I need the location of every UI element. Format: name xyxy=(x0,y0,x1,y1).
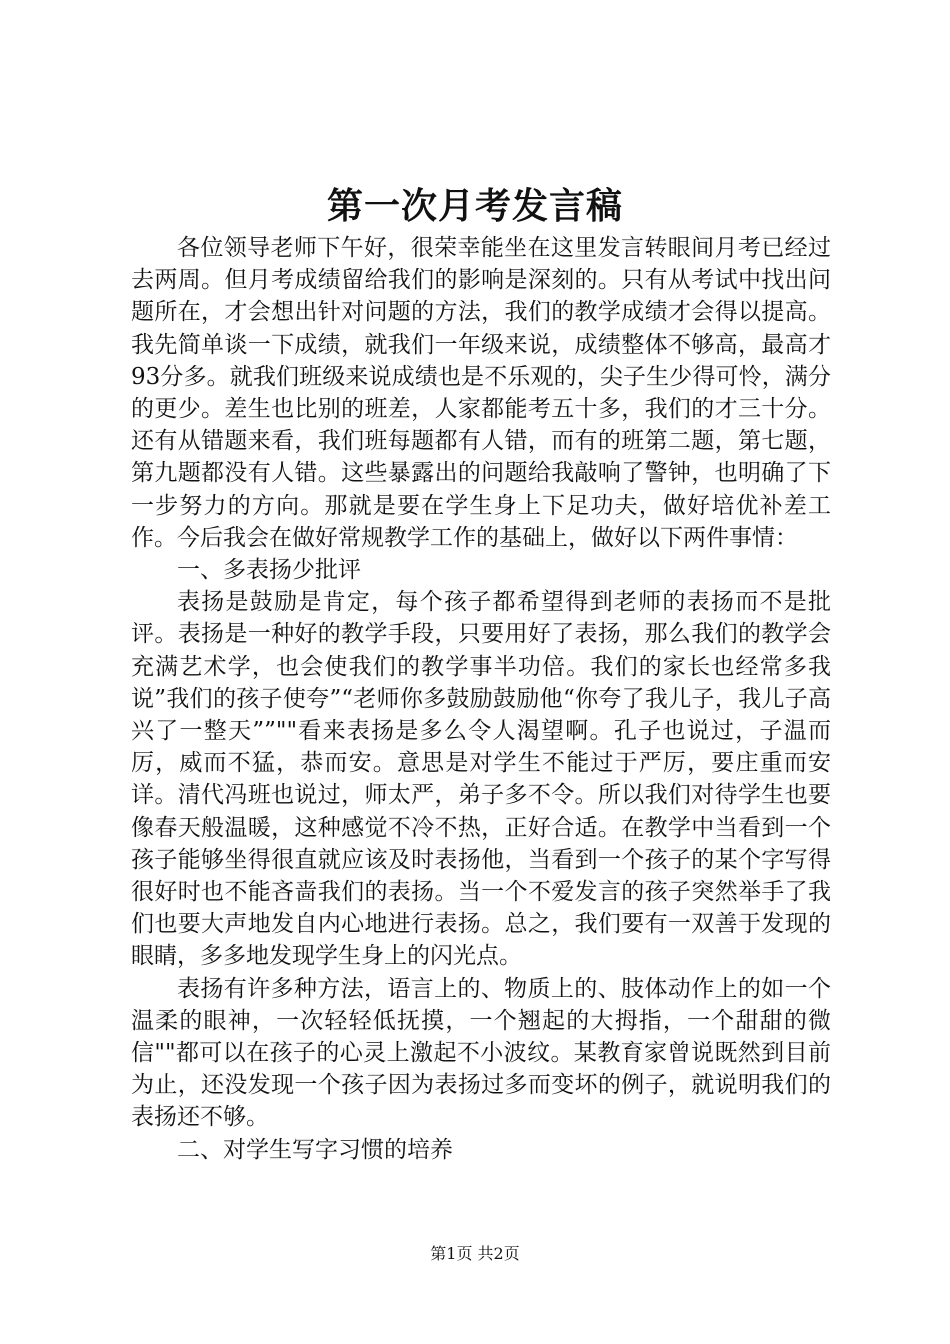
document-title: 第一次月考发言稿 xyxy=(326,185,623,227)
paragraph-praise: 表扬是鼓励是肯定，每个孩子都希望得到老师的表扬而不是批评。表扬是一种好的教学手段，只要用好了表扬，那么我们的教学会充满艺术学，也会使我们的教学事半功倍。我们的家长也经常多我说”我们的孩子使夸”“老师你多鼓励鼓励他“你夸了我儿子，我儿子高兴了一整天””""看来表扬是多么令人渴望啊。孔子也说过，子温而厉，威而不猛，恭而安。意思是对学生不能过于严厉，要庄重而安详。清代冯班也说过，师太严，弟子多不令。所以我们对待学生也要像春天般温暖，这种感觉不冷不热，正好合适。在教学中当看到一个孩子能够坐得很直就应该及时表扬他，当看到一个孩子的某个字写得很好时也不能吝啬我们的表扬。当一个不爱发言的孩子突然举手了我们也要大声地发自内心地进行表扬。总之，我们要有一双善于发现的眼睛，多多地发现学生身上的闪光点。 xyxy=(131,589,831,970)
document-body xyxy=(131,232,831,1166)
section-heading-2: 二、对学生写字习惯的培养 xyxy=(177,1136,453,1163)
paragraph-praise-methods: 表扬有许多种方法，语言上的、物质上的、肢体动作上的如一个温柔的眼神，一次轻轻低抚摸，一个翘起的大拇指，一个甜甜的微信""都可以在孩子的心灵上激起不小波纹。某教育家曾说既然到目前为止，还没发现一个孩子因为表扬过多而变坏的例子，就说明我们的表扬还不够。 xyxy=(131,975,831,1131)
section-heading-1: 一、多表扬少批评 xyxy=(177,557,361,584)
paragraph-opening: 各位领导老师下午好，很荣幸能坐在这里发言转眼间月考已经过去两周。但月考成绩留给我们的影响是深刻的。只有从考试中找出问题所在，才会想出针对问题的方法，我们的教学成绩才会得以提高。我先简单谈一下成绩，就我们一年级来说，成绩整体不够高，最高才93分多。就我们班级来说成绩也是不乐观的，尖子生少得可怜，满分的更少。差生也比别的班差，人家都能考五十多，我们的才三十分。还有从错题来看，我们班每题都有人错，而有的班第二题，第七题，第九题都没有人错。这些暴露出的问题给我敲响了警钟，也明确了下一步努力的方向。那就是要在学生身上下足功夫，做好培优补差工作。今后我会在做好常规教学工作的基础上，做好以下两件事情： xyxy=(131,235,831,551)
page-footer: 第1页 共2页 xyxy=(430,1244,520,1263)
